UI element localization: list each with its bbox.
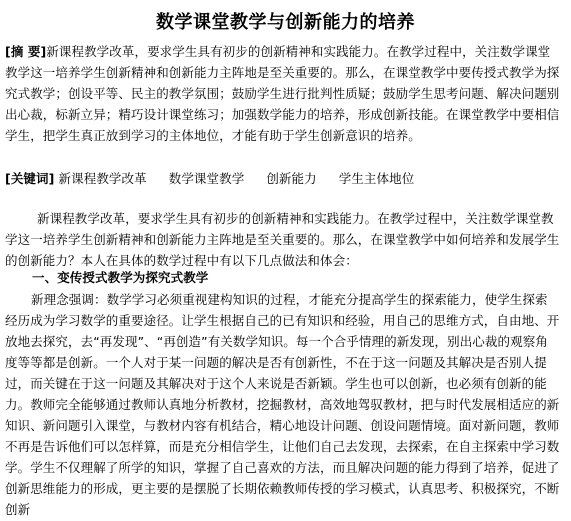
document-title: 数学课堂教学与创新能力的培养 [156, 12, 415, 33]
keyword-item: 数学课堂教学 [168, 171, 245, 186]
keyword-item: 新课程教学改革 [58, 171, 147, 186]
abstract-label: [摘 要] [5, 44, 47, 59]
keyword-item: 学生主体地位 [338, 171, 415, 186]
keyword-item: 创新能力 [266, 171, 317, 186]
section-heading-text: 一、变传授式教学为探究式教学 [32, 270, 209, 285]
abstract-paragraph [5, 41, 560, 146]
keywords-label: [关键词] [5, 171, 55, 186]
intro-paragraph: 新课程教学改革，要求学生具有初步的创新精神和实践能力。在教学过程中，关注数学课堂教学这一培养学生创新精神和创新能力主阵地是至关重要的。那么，在课堂教学中如何培养和发展学生的创新能力？本人在具体的数学过程中有以下几点做法和体会： [5, 211, 560, 268]
keywords-line [5, 168, 560, 189]
section-heading [5, 267, 545, 288]
abstract-text: 新课程教学改革，要求学生具有初步的创新精神和实践能力。在教学过程中，关注数学课堂教学这一培养学生创新精神和创新能力主阵地是至关重要的。那么，在课堂教学中要传授式教学为探究式教学；创设平等、民主的教学氛围；鼓励学生进行批判性质疑；鼓励学生思考问题、解决问题别出心裁，标新立异；精巧设计课堂练习；加强数学能力的培养，形成创新技能。在课堂教学中要相信学生，把学生真正放到学习的主体地位，才能有助于学生创新意识的培养。 [5, 44, 560, 143]
section-body-paragraph: 新理念强调：数学学习必须重视建构知识的过程，才能充分提高学生的探索能力，使学生探索经历成为学习数学的重要途径。让学生根据自己的已有知识和经验，用自己的思维方式，自由地、开放地去探究，去“再发现”、“再创造”有关数学知识。每一个合乎情理的新发现，别出心裁的观察角度等等都是创新。一个人对于某一问题的解决是否有创新性，不在于这一问题及其解决是否别人提过，而关键在于这一问题及其解决对于这个人来说是否新颖。学生也可以创新，也必须有创新的能力。教师完全能够通过教师认真地分析教材，挖掘教材，高效地驾驭教材，把与时代发展相适应的新知识、新问题引入课堂，与教材内容有机结合，精心地设计问题、创设问题情境。面对新问题，教师不再是告诉他们可以怎样算，而是充分相信学生，让他们自己去发现，去探索，在自主探索中学习数学。学生不仅理解了所学的知识，掌握了自己喜欢的方法，而且解决问题的能力得到了培养，促进了创新思维能力的形成，更主要的是摆脱了长期依赖教师传授的学习模式，认真思考、积极探究，不断创新 [5, 292, 560, 517]
